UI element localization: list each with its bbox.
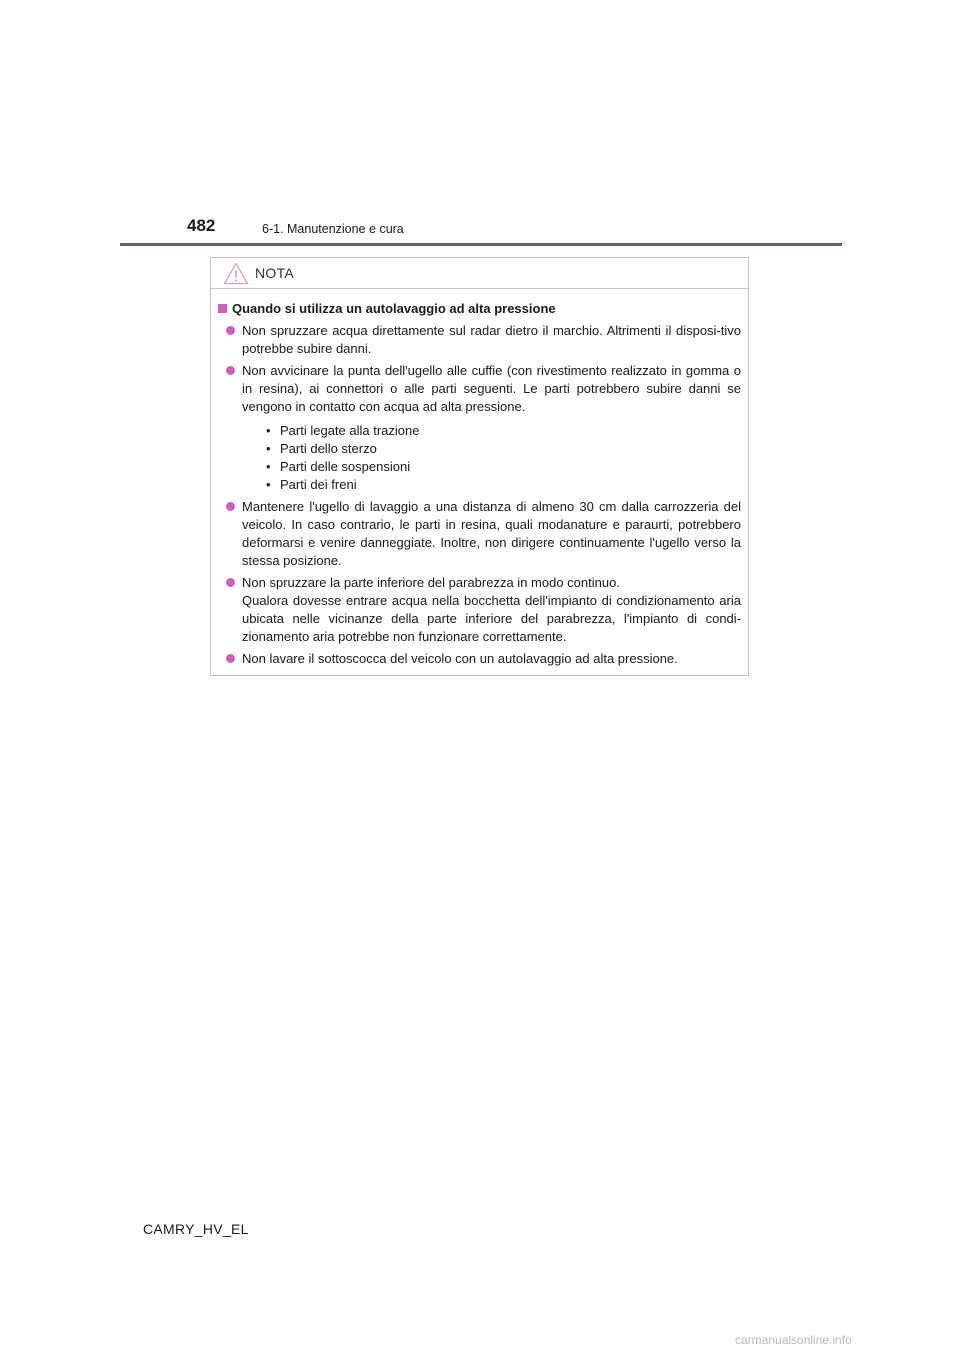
circle-bullet-icon: [226, 502, 235, 511]
page-number: 482: [187, 216, 216, 235]
sub-bullet: •: [266, 477, 271, 492]
notice-header: [211, 258, 748, 289]
header-rule: [120, 243, 842, 246]
sub-list-item: • Parti legate alla trazione: [266, 423, 420, 438]
list-item: [226, 362, 741, 494]
circle-bullet-icon: [226, 326, 235, 335]
circle-bullet-icon: [226, 654, 235, 663]
sub-list-item: • Parti dei freni: [266, 477, 357, 492]
sub-bullet: •: [266, 459, 271, 474]
watermark: carmanualsonline.info: [735, 1333, 852, 1347]
notice-body: [211, 289, 748, 668]
page-header: [0, 0, 960, 250]
list-item-text: Mantenere l'ugello di lavaggio a una distanza di almeno 30 cm dalla carrozzeria del veicolo. In caso contrario, le parti in resina, quali modanature e paraurti, potrebbero deformarsi e venire danneggiate. Inoltre, non dirigere continuamente l'ugello verso la stessa posizione.: [242, 499, 741, 568]
topic-text: Quando si utilizza un autolavaggio ad alta pressione: [232, 301, 556, 316]
list-item: [226, 574, 741, 646]
sub-bullet: •: [266, 441, 271, 456]
list-item: [226, 650, 741, 668]
circle-bullet-icon: [226, 366, 235, 375]
list-item-text: Non lavare il sottoscocca del veicolo con un autolavaggio ad alta pressione.: [242, 651, 678, 666]
list-item: [226, 498, 741, 570]
list-item-text: Non spruzzare acqua direttamente sul radar dietro il marchio. Altrimenti il disposi-tivo potrebbe subire danni.: [242, 323, 741, 356]
sub-list-item: • Parti dello sterzo: [266, 441, 377, 456]
notice-box: [210, 257, 749, 676]
list-item-text: Non spruzzare la parte inferiore del parabrezza in modo continuo.: [242, 575, 620, 590]
document-code: CAMRY_HV_EL: [143, 1221, 249, 1237]
square-bullet-icon: [218, 304, 227, 313]
warning-triangle-icon: [223, 262, 249, 285]
sub-list: [266, 422, 741, 494]
section-title: 6-1. Manutenzione e cura: [262, 222, 404, 236]
sub-list-item: • Parti delle sospensioni: [266, 459, 411, 474]
list-item-text: Non avvicinare la punta dell'ugello alle cuffie (con rivestimento realizzato in gomma o in resina), ai connettori o alle parti seguenti. Le parti potrebbero subire danni se vengono in contatto con acqua ad alta pressione.: [242, 363, 741, 414]
list-item: [226, 322, 741, 358]
sub-bullet: •: [266, 423, 271, 438]
circle-bullet-icon: [226, 578, 235, 587]
notice-label: NOTA: [255, 265, 295, 281]
topic-heading: [218, 300, 741, 318]
list-item-continuation: Qualora dovesse entrare acqua nella bocchetta dell'impianto di condizionamento aria ubicata nelle vicinanze della parte inferiore del parabrezza, l'impianto di condi-zionamento aria potrebbe non funzionare correttamente.: [242, 593, 741, 644]
